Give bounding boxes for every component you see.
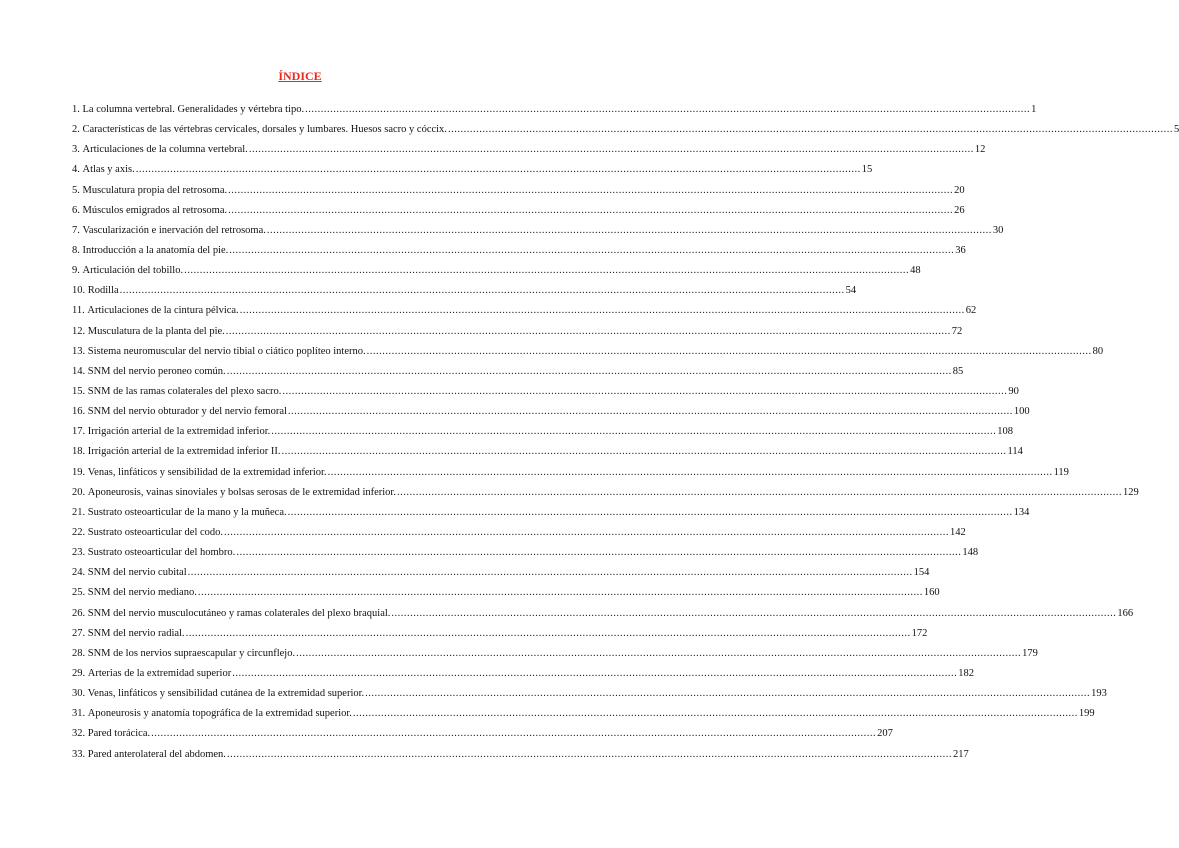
dot-leader xyxy=(267,225,992,236)
toc-entry-number: 28. xyxy=(72,647,86,659)
dot-leader xyxy=(367,346,1092,357)
toc-entry-number: 32. xyxy=(72,728,86,740)
toc-entry-label: Sustrato osteoarticular de la mano y la muñeca. xyxy=(87,506,287,518)
toc-entry-label: Características de las vértebras cervicales, dorsales y lumbares. Huesos sacro y cóccix. xyxy=(82,124,447,136)
dot-leader xyxy=(184,265,909,276)
toc-entry-label: SNM del nervio musculocutáneo y ramas colaterales del plexo braquial. xyxy=(87,607,391,619)
toc-entry[interactable] xyxy=(72,285,857,305)
dot-leader xyxy=(240,305,965,316)
toc-entry-page: 85 xyxy=(952,365,964,377)
toc-entry-page: 108 xyxy=(997,426,1013,438)
toc-entry-page: 15 xyxy=(861,164,873,176)
toc-entry-label: Sustrato osteoarticular del hombro. xyxy=(87,547,236,559)
toc-entry-number: 17. xyxy=(72,426,86,438)
toc-entry-label: Introducción a la anatomía del pie. xyxy=(82,244,229,256)
toc-entry-page: 90 xyxy=(1008,385,1019,397)
toc-entry[interactable] xyxy=(72,446,1023,466)
dot-leader xyxy=(353,708,1078,719)
dot-leader xyxy=(229,245,954,256)
toc-entry-label: Articulación del tobillo. xyxy=(82,265,184,277)
toc-entry[interactable] xyxy=(72,506,1030,527)
dot-leader xyxy=(397,487,1122,498)
toc-entry-number: 4. xyxy=(72,164,80,176)
toc-entry-label: Irrigación arterial de la extremidad inferior. xyxy=(87,426,271,438)
toc-entry[interactable] xyxy=(72,305,977,325)
toc-entry-number: 10. xyxy=(72,285,86,297)
toc-entry-page: 72 xyxy=(951,325,963,337)
toc-entry-number: 13. xyxy=(72,345,86,357)
toc-entry-label: Músculos emigrados al retrosoma. xyxy=(82,204,228,216)
toc-entry[interactable] xyxy=(72,486,1139,507)
toc-entry-label: Sistema neuromuscular del nervio tibial o ciático poplíteo interno. xyxy=(87,345,366,357)
toc-entry[interactable] xyxy=(72,184,965,205)
dot-leader xyxy=(249,144,974,155)
toc-entry-label: Irrigación arterial de la extremidad inferior II. xyxy=(87,446,281,458)
toc-entry-page: 1 xyxy=(1031,104,1037,115)
dot-leader xyxy=(151,728,876,739)
toc-entry-page: 217 xyxy=(952,748,969,760)
toc-entry-number: 2. xyxy=(72,124,80,136)
dot-leader xyxy=(227,749,952,760)
dot-leader xyxy=(232,668,957,679)
toc-entry-number: 20. xyxy=(72,486,86,498)
toc-entry-label: SNM del nervio cubital xyxy=(87,567,187,579)
toc-entry-number: 30. xyxy=(72,688,86,700)
toc-entry-page: 199 xyxy=(1078,708,1095,720)
index-title: ÍNDICE xyxy=(278,69,322,83)
toc-entry-page: 80 xyxy=(1092,345,1104,357)
toc-entry-number: 22. xyxy=(72,526,86,538)
toc-entry-page: 20 xyxy=(954,184,965,196)
toc-entry-page: 134 xyxy=(1013,506,1030,518)
toc-entry[interactable] xyxy=(72,265,921,285)
toc-entry[interactable] xyxy=(72,385,1019,406)
toc-entry-label: Atlas y axis. xyxy=(82,164,135,176)
toc-entry[interactable] xyxy=(72,466,1069,487)
toc-entry-label: Sustrato osteoarticular del codo. xyxy=(87,526,224,538)
toc-entry-number: 11. xyxy=(72,305,85,317)
toc-entry[interactable] xyxy=(72,204,965,225)
dot-leader xyxy=(282,386,1007,397)
dot-leader xyxy=(227,366,952,377)
toc-entry[interactable] xyxy=(72,406,1030,426)
toc-entry-page: 172 xyxy=(911,627,928,639)
toc-entry-number: 14. xyxy=(72,365,86,377)
toc-entry[interactable] xyxy=(72,365,964,386)
toc-entry-label: SNM de los nervios supraescapular y circunflejo. xyxy=(87,647,296,659)
toc-entry-number: 31. xyxy=(72,708,86,720)
toc-entry[interactable] xyxy=(72,325,963,346)
toc-entry-label: Musculatura de la planta del pie. xyxy=(87,325,225,337)
toc-entry-label: SNM del nervio peroneo común. xyxy=(87,365,226,377)
toc-entry-number: 26. xyxy=(72,607,86,619)
toc-entry-page: 100 xyxy=(1013,406,1030,418)
dot-leader xyxy=(188,567,913,578)
toc-entry-label: SNM de las ramas colaterales del plexo sacro. xyxy=(87,385,282,397)
toc-entry-number: 23. xyxy=(72,547,86,559)
toc-entry-page: 179 xyxy=(1022,647,1038,659)
toc-entry-page: 26 xyxy=(954,204,965,216)
dot-leader xyxy=(365,688,1090,699)
toc-entry-label: SNM del nervio mediano. xyxy=(87,587,197,599)
toc-entry[interactable] xyxy=(72,426,1013,446)
toc-entry-page: 36 xyxy=(955,244,966,256)
toc-entry-page: 160 xyxy=(923,587,940,599)
dot-leader xyxy=(391,608,1116,619)
toc-entry[interactable] xyxy=(72,124,1179,144)
toc-entry-number: 27. xyxy=(72,627,86,639)
toc-entry-page: 54 xyxy=(845,285,857,297)
toc-entry-label: Pared anterolateral del abdomen. xyxy=(87,748,226,760)
toc-entry[interactable] xyxy=(72,244,966,265)
toc-entry-number: 19. xyxy=(72,466,86,478)
toc-entry-page: 166 xyxy=(1117,607,1134,619)
toc-entry-label: Musculatura propia del retrosoma. xyxy=(82,184,228,196)
dot-leader xyxy=(271,426,996,437)
toc-entry-number: 15. xyxy=(72,385,86,397)
toc-entry[interactable] xyxy=(72,567,930,587)
toc-entry-page: 207 xyxy=(877,728,893,740)
toc-entry-number: 33. xyxy=(72,748,86,760)
toc-entry-number: 25. xyxy=(72,587,86,599)
toc-entry[interactable] xyxy=(72,647,1038,668)
dot-leader xyxy=(236,547,961,558)
toc-entry[interactable] xyxy=(72,104,1037,124)
toc-entry-page: 30 xyxy=(992,224,1004,236)
toc-entry-page: 62 xyxy=(965,305,977,317)
toc-entry-number: 12. xyxy=(72,325,86,337)
dot-leader xyxy=(296,648,1021,659)
toc-entry-page: 114 xyxy=(1007,446,1023,458)
toc-entry[interactable] xyxy=(72,587,940,607)
dot-leader xyxy=(448,124,1173,135)
toc-entry[interactable] xyxy=(72,547,979,567)
toc-entry-label: Venas, linfáticos y sensibilidad cutánea de la extremidad superior. xyxy=(87,688,365,700)
toc-entry-page: 154 xyxy=(913,567,930,579)
toc-entry-label: Arterias de la extremidad superior xyxy=(87,667,232,679)
toc-entry[interactable] xyxy=(72,144,986,164)
toc-entry-number: 18. xyxy=(72,446,86,458)
toc-entry-label: Aponeurosis, vainas sinoviales y bolsas serosas de le extremidad inferior. xyxy=(87,486,396,498)
toc-entry-number: 9. xyxy=(72,265,80,277)
dot-leader xyxy=(281,446,1006,457)
toc-entry[interactable] xyxy=(72,224,1004,245)
toc-entry-label: Vascularización e inervación del retrosoma. xyxy=(82,224,266,236)
dot-leader xyxy=(136,164,861,175)
toc-entry-label: Articulaciones de la cintura pélvica. xyxy=(87,305,239,317)
dot-leader xyxy=(328,467,1053,478)
toc-entry-number: 29. xyxy=(72,667,86,679)
toc-entry-label: La columna vertebral. Generalidades y vértebra tipo. xyxy=(82,104,305,115)
dot-leader xyxy=(288,507,1013,518)
toc-entry[interactable] xyxy=(72,607,1134,628)
toc-entry-page: 142 xyxy=(950,526,966,538)
dot-leader xyxy=(228,185,953,196)
toc-entry[interactable] xyxy=(72,627,928,648)
toc-entry[interactable] xyxy=(72,667,974,688)
toc-entry-page: 193 xyxy=(1091,688,1107,700)
toc-entry-number: 21. xyxy=(72,506,86,518)
toc-entry[interactable] xyxy=(72,708,1095,728)
toc-entry[interactable] xyxy=(72,526,966,547)
toc-entry-label: Articulaciones de la columna vertebral. xyxy=(82,144,248,156)
toc-entry[interactable] xyxy=(72,164,873,184)
toc-entry-number: 8. xyxy=(72,244,80,256)
toc-entry-page: 12 xyxy=(974,144,986,156)
toc-entry-page: 129 xyxy=(1122,486,1139,498)
toc-entry[interactable] xyxy=(72,688,1107,708)
toc-entry-page: 5 xyxy=(1173,124,1179,136)
toc-entry-label: Pared torácica. xyxy=(87,728,151,740)
dot-leader xyxy=(305,104,1030,115)
dot-leader xyxy=(228,205,953,216)
toc-entry-number: 3. xyxy=(72,144,80,156)
toc-entry[interactable] xyxy=(72,345,1104,366)
toc-entry-number: 24. xyxy=(72,567,86,579)
table-of-contents xyxy=(72,104,1179,769)
toc-entry-label: Venas, linfáticos y sensibilidad de la extremidad inferior. xyxy=(87,466,327,478)
toc-entry-number: 16. xyxy=(72,406,86,418)
toc-entry-page: 119 xyxy=(1053,466,1069,478)
dot-leader xyxy=(288,406,1013,417)
toc-entry-number: 1. xyxy=(72,104,80,115)
toc-entry-number: 7. xyxy=(72,224,80,236)
toc-entry[interactable] xyxy=(72,728,893,748)
dot-leader xyxy=(226,326,951,337)
toc-entry-label: SNM del nervio radial. xyxy=(87,627,185,639)
dot-leader xyxy=(186,628,911,639)
toc-entry-label: SNM del nervio obturador y del nervio femoral xyxy=(87,406,287,418)
toc-entry-number: 6. xyxy=(72,204,80,216)
toc-entry-label: Aponeurosis y anatomía topográfica de la extremidad superior. xyxy=(87,708,352,720)
toc-entry-label: Rodilla xyxy=(87,285,119,297)
dot-leader xyxy=(224,527,949,538)
toc-entry-page: 48 xyxy=(910,265,921,277)
toc-entry[interactable] xyxy=(72,748,969,769)
toc-entry-number: 5. xyxy=(72,184,80,196)
toc-entry-page: 148 xyxy=(962,547,979,559)
dot-leader xyxy=(198,587,923,598)
dot-leader xyxy=(120,285,845,296)
toc-entry-page: 182 xyxy=(958,667,974,679)
